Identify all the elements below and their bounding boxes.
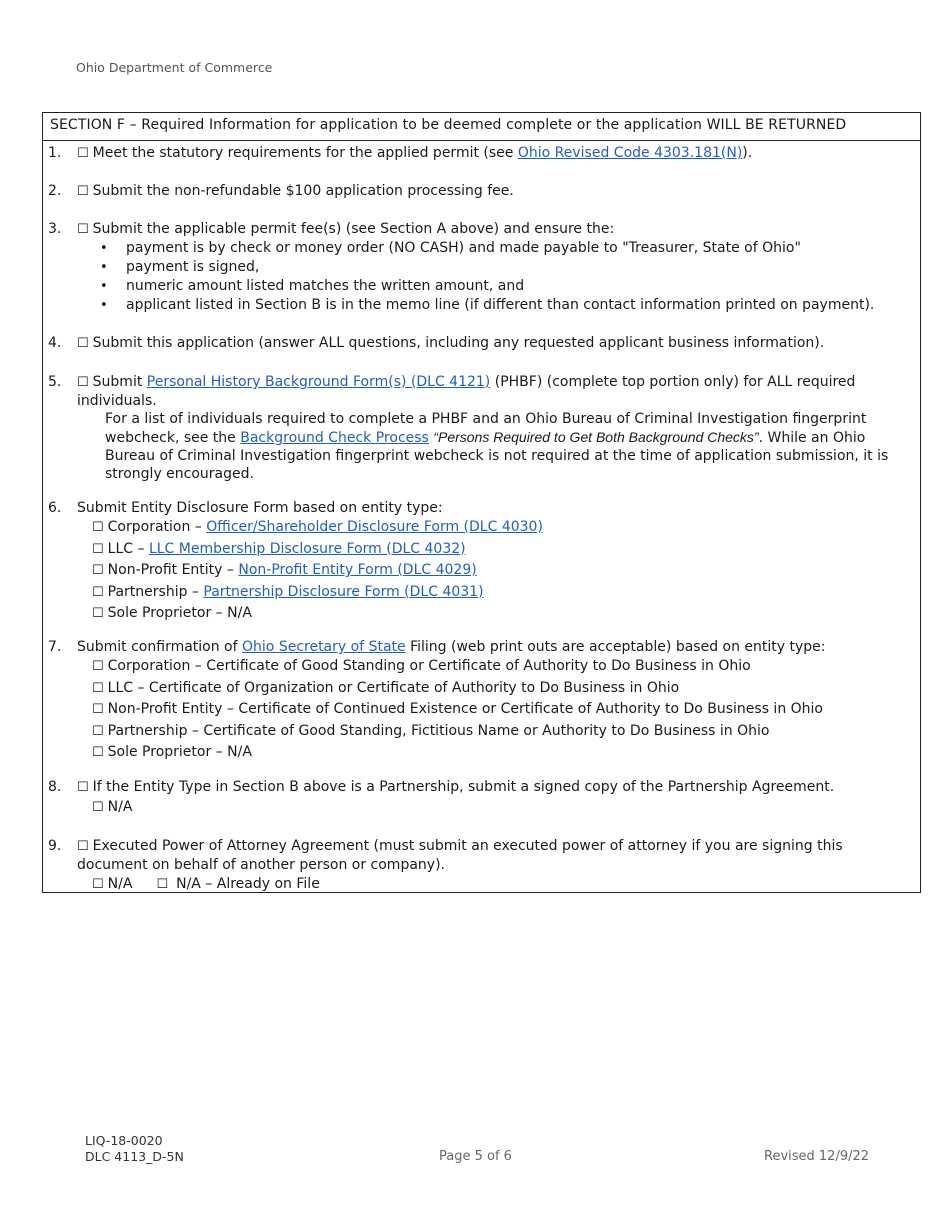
entity-option-sole-proprietor [92,603,912,625]
background-check-note [105,410,912,483]
option-label: LLC – [107,540,149,557]
requirement-item-6 [48,499,912,625]
checkbox-item-4[interactable]: ☐ [77,336,89,351]
item-number: 6. [48,500,62,516]
payment-bullet: • applicant listed in Section B is in the memo line (if different than contact information printed on payment). [126,296,912,315]
entity-option-corporation [92,517,912,539]
item-3-text: Submit the applicable permit fee(s) (see Section A above) and ensure the: [92,221,615,237]
note-italic: “Persons Required to Get Both Background Checks” [433,429,759,445]
requirement-item-8 [48,778,912,819]
requirement-item-2 [48,182,912,201]
requirement-item-9 [48,837,912,896]
checkbox-item-3[interactable]: ☐ [77,222,89,237]
option-label: Partnership – [107,583,204,600]
entity-option-llc [92,539,912,561]
item-5-text-end: (PHBF) (complete top portion only) for ALL required individuals. [77,374,856,409]
item-7-text-end: Filing (web print outs are acceptable) based on entity type: [405,639,826,655]
note-text-end: . While an Ohio Bureau of Criminal Investigation fingerprint webcheck is not required at the time of application submission, it is strongly encouraged. [105,430,889,482]
item-1-text-end: ). [742,145,753,161]
checkbox[interactable]: ☐ [92,745,104,760]
checkbox-item-9[interactable]: ☐ [77,839,89,854]
background-check-process-link[interactable]: Background Check Process [240,430,429,446]
item-number: 7. [48,639,62,655]
sos-option [92,678,912,700]
item-6-text: Submit Entity Disclosure Form based on entity type: [77,500,443,516]
option-label: N/A – Already on File [176,876,320,892]
checkbox[interactable]: ☐ [92,541,104,557]
option-label: Corporation – Certificate of Good Standing or Certificate of Authority to Do Business in Ohio [107,658,751,674]
checkbox[interactable]: ☐ [92,563,104,578]
llc-membership-form-link[interactable]: LLC Membership Disclosure Form (DLC 4032) [148,540,466,557]
entity-option-nonprofit [92,560,912,582]
form-id: LIQ-18-0020 [85,1133,163,1148]
officer-shareholder-form-link[interactable]: Officer/Shareholder Disclosure Form (DLC 4030) [206,519,543,535]
page-number: Page 5 of 6 [439,1149,512,1164]
agency-header: Ohio Department of Commerce [76,60,273,75]
poa-options [92,874,912,896]
item-number: 5. [48,374,62,390]
partnership-disclosure-form-link[interactable]: Partnership Disclosure Form (DLC 4031) [203,583,484,600]
payment-bullet: • payment is by check or money order (NO CASH) and made payable to "Treasurer, State of Ohio" [126,239,912,258]
ohio-secretary-of-state-link[interactable]: Ohio Secretary of State [242,639,406,655]
entity-option-partnership [92,582,912,604]
sos-option [92,699,912,721]
checkbox[interactable]: ☐ [92,584,104,600]
requirement-item-1 [48,144,912,163]
checkbox[interactable]: ☐ [92,800,104,815]
option-label: Corporation – [107,519,207,535]
revised-date: Revised 12/9/22 [764,1149,870,1164]
item-9-text: Executed Power of Attorney Agreement (must submit an executed power of attorney if you are signing this document on behalf of another person or company). [77,838,843,873]
option-label: N/A [107,799,133,815]
option-label: LLC – Certificate of Organization or Certificate of Authority to Do Business in Ohio [107,679,680,696]
checkbox-item-8[interactable]: ☐ [77,780,89,795]
checkbox[interactable]: ☐ [92,680,104,696]
option-label: Partnership – Certificate of Good Standing, Fictitious Name or Authority to Do Business in Ohio [107,722,770,739]
item-number: 1. [48,145,62,161]
sos-option [92,656,912,678]
requirement-item-7 [48,638,912,764]
item-number: 3. [48,221,62,237]
checkbox-item-1[interactable]: ☐ [77,146,89,161]
checkbox[interactable]: ☐ [156,877,169,892]
nonprofit-entity-form-link[interactable]: Non-Profit Entity Form (DLC 4029) [238,562,477,578]
requirement-item-4 [48,334,912,353]
item-number: 4. [48,335,62,351]
checkbox-item-2[interactable]: ☐ [77,184,89,199]
checkbox[interactable]: ☐ [92,702,104,717]
option-label: N/A [107,876,133,892]
footer-form-ids [85,1133,184,1165]
option-label: Non-Profit Entity – [107,562,239,578]
item-2-text: Submit the non-refundable $100 application processing fee. [92,183,514,199]
option-label: Sole Proprietor – N/A [107,605,252,621]
form-code: DLC 4113_D-5N [85,1149,184,1164]
personal-history-form-link[interactable]: Personal History Background Form(s) (DLC 4121) [146,374,491,390]
note-text: For a list of individuals required to complete a PHBF and an Ohio Bureau of Criminal Investigation fingerprint webcheck, see the [105,411,867,446]
payment-bullet: • payment is signed, [126,258,912,277]
checkbox[interactable]: ☐ [92,723,104,739]
item-7-text: Submit confirmation of [77,639,243,655]
item-1-text: Meet the statutory requirements for the applied permit (see [92,145,518,161]
checkbox-item-5[interactable]: ☐ [77,375,89,390]
requirement-item-5 [48,373,912,483]
item-4-text: Submit this application (answer ALL questions, including any requested applicant business information). [92,335,825,351]
item-number: 9. [48,838,62,854]
checkbox[interactable]: ☐ [92,606,104,621]
payment-bullet: • numeric amount listed matches the written amount, and [126,277,912,296]
section-title: SECTION F – Required Information for application to be deemed complete or the application WILL BE RETURNED [43,113,920,141]
sos-option [92,742,912,764]
item-8-text: If the Entity Type in Section B above is a Partnership, submit a signed copy of the Partnership Agreement. [92,779,835,795]
item-5-text: Submit [92,374,147,390]
checkbox[interactable]: ☐ [92,659,104,674]
option-label: Non-Profit Entity – Certificate of Continued Existence or Certificate of Authority to Do Business in Ohio [107,701,823,717]
section-f-box [42,112,921,893]
item-number: 2. [48,183,62,199]
sos-option [92,721,912,743]
ohio-revised-code-link[interactable]: Ohio Revised Code 4303.181(N) [517,145,743,161]
item-number: 8. [48,779,62,795]
option-label: Sole Proprietor – N/A [107,744,252,760]
checkbox[interactable]: ☐ [92,877,104,892]
checkbox[interactable]: ☐ [92,520,104,535]
requirement-item-3 [48,220,912,315]
partnership-na-option [92,797,912,819]
